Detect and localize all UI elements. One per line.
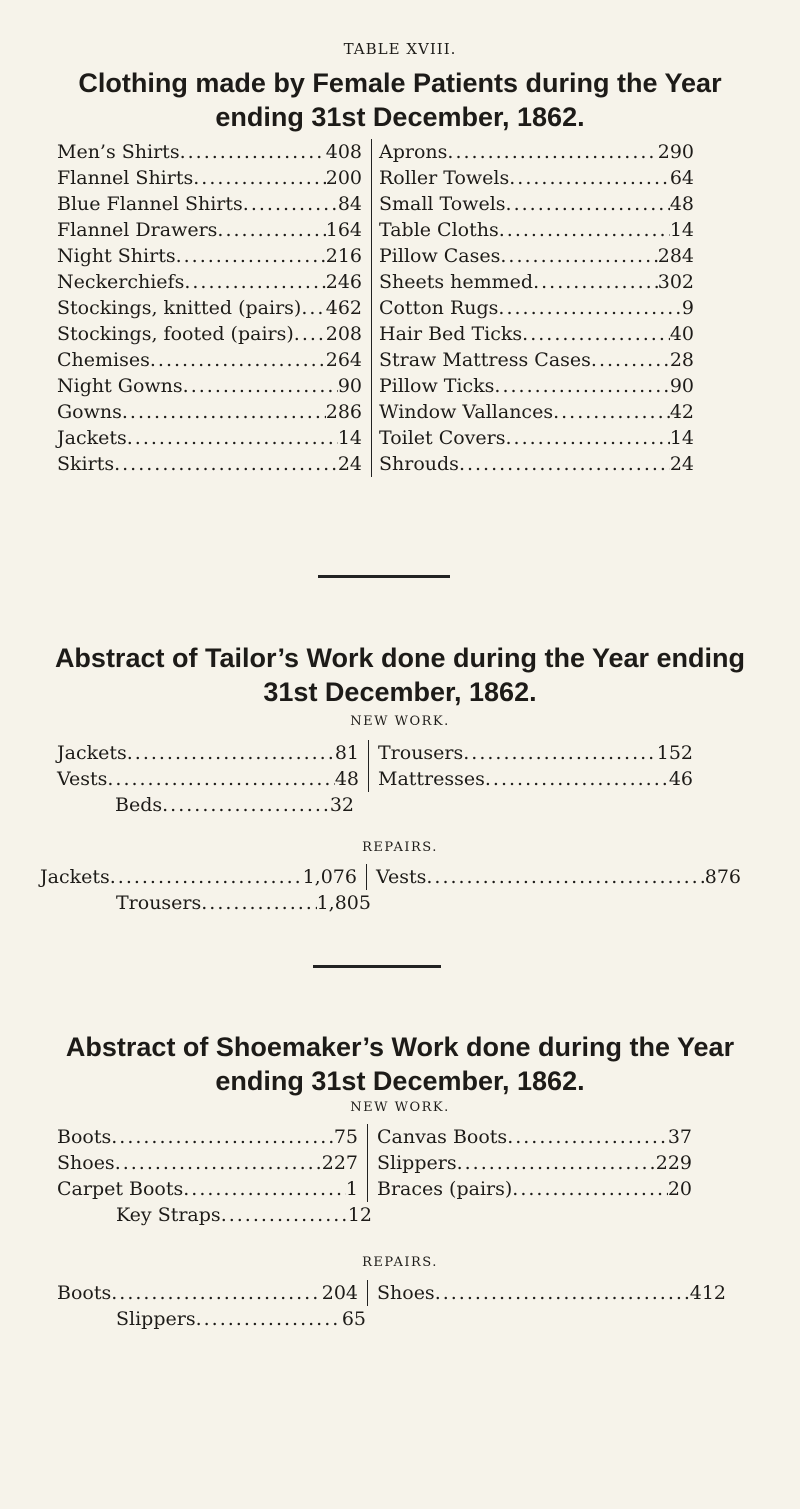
- tailor-repairs-heading: REPAIRS.: [362, 840, 438, 855]
- tailor-title-line1: Abstract of Tailor’s Work done during the Year ending: [54, 643, 746, 673]
- shoemaker-repairs-right-column: [367, 1280, 726, 1306]
- tailor-repairs-left-column: [40, 864, 366, 890]
- tailor-repairs-right-column: [366, 864, 741, 890]
- list-item: Mattresses ..... 46: [378, 766, 693, 792]
- list-item: Sheets hemmed ..... 302: [379, 269, 694, 295]
- shoemaker-title: [30, 1030, 770, 1098]
- section-divider: [313, 965, 441, 968]
- shoemaker-new-left-column: [57, 1124, 367, 1202]
- list-item: Canvas Boots ..... 37: [377, 1124, 692, 1150]
- list-item: Jackets ..... 14: [57, 425, 362, 451]
- list-item: Boots ..... 204: [57, 1280, 358, 1306]
- tailor-repairs-list: [40, 864, 741, 890]
- list-item: Shoes ..... 227: [57, 1150, 358, 1176]
- list-item: Toilet Covers ..... 14: [379, 425, 694, 451]
- list-item: Flannel Drawers ..... 164: [57, 217, 362, 243]
- list-item: Carpet Boots ..... 1: [57, 1176, 358, 1202]
- shoemaker-title-line2: ending 31st December, 1862.: [215, 1066, 585, 1096]
- clothing-right-column: [371, 139, 694, 477]
- list-item: Beds ..... 32: [115, 792, 354, 818]
- table-number: TABLE XVIII.: [343, 40, 457, 58]
- clothing-title-line1: Clothing made by Female Patients during the Year: [78, 68, 722, 98]
- list-item: Boots ..... 75: [57, 1124, 358, 1150]
- tailor-new-work-list: [57, 740, 693, 792]
- shoemaker-title-line1: Abstract of Shoemaker’s Work done during the Year: [65, 1032, 735, 1062]
- list-item: Trousers ..... 1,805: [116, 890, 371, 916]
- list-item: Slippers ..... 65: [116, 1306, 366, 1332]
- tailor-new-work-heading: NEW WORK.: [350, 714, 450, 729]
- list-item: Window Vallances ..... 42: [379, 399, 694, 425]
- list-item: Night Shirts ..... 216: [57, 243, 362, 269]
- list-item: Braces (pairs) ..... 20: [377, 1176, 692, 1202]
- list-item: Blue Flannel Shirts ..... 84: [57, 191, 362, 217]
- list-item: Stockings, footed (pairs) ..... 208: [57, 321, 362, 347]
- list-item: Cotton Rugs ..... 9: [379, 295, 694, 321]
- list-item: Chemises ..... 264: [57, 347, 362, 373]
- clothing-left-column: [57, 139, 371, 477]
- shoemaker-new-right-column: [367, 1124, 692, 1202]
- list-item: Slippers ..... 229: [377, 1150, 692, 1176]
- shoemaker-repairs-slippers: [116, 1306, 366, 1332]
- shoemaker-new-work-list: [57, 1124, 692, 1202]
- section-divider: [318, 575, 450, 578]
- list-item: Flannel Shirts ..... 200: [57, 165, 362, 191]
- list-item: Straw Mattress Cases ..... 28: [379, 347, 694, 373]
- shoemaker-repairs-list: [57, 1280, 726, 1306]
- list-item: Night Gowns ..... 90: [57, 373, 362, 399]
- list-item: Skirts ..... 24: [57, 451, 362, 477]
- list-item: Small Towels ..... 48: [379, 191, 694, 217]
- list-item: Neckerchiefs ..... 246: [57, 269, 362, 295]
- tailor-title-line2: 31st December, 1862.: [263, 677, 537, 707]
- tailor-repairs-trousers: [116, 890, 371, 916]
- clothing-list: [57, 139, 694, 477]
- tailor-new-right-column: [368, 740, 693, 792]
- shoemaker-repairs-heading: REPAIRS.: [362, 1255, 438, 1270]
- list-item: Jackets ..... 81: [57, 740, 359, 766]
- tailor-new-beds: [115, 792, 354, 818]
- tailor-title: [30, 641, 770, 709]
- list-item: Gowns ..... 286: [57, 399, 362, 425]
- list-item: Trousers ..... 152: [378, 740, 693, 766]
- list-item: Pillow Cases ..... 284: [379, 243, 694, 269]
- clothing-title: [30, 66, 770, 134]
- shoemaker-new-key-straps: [116, 1202, 372, 1228]
- list-item: Shrouds ..... 24: [379, 451, 694, 477]
- list-item: Vests ..... 876: [376, 864, 741, 890]
- list-item: Pillow Ticks ..... 90: [379, 373, 694, 399]
- tailor-new-left-column: [57, 740, 368, 792]
- shoemaker-repairs-left-column: [57, 1280, 367, 1306]
- list-item: Roller Towels ..... 64: [379, 165, 694, 191]
- list-item: Vests ..... 48: [57, 766, 359, 792]
- list-item: Stockings, knitted (pairs) ..... 462: [57, 295, 362, 321]
- list-item: Shoes ..... 412: [377, 1280, 726, 1306]
- clothing-title-line2: ending 31st December, 1862.: [215, 102, 585, 132]
- list-item: Hair Bed Ticks ..... 40: [379, 321, 694, 347]
- shoemaker-new-work-heading: NEW WORK.: [350, 1100, 450, 1115]
- list-item: Men’s Shirts ..... 408: [57, 139, 362, 165]
- list-item: Jackets ..... 1,076: [40, 864, 357, 890]
- list-item: Aprons ..... 290: [379, 139, 694, 165]
- list-item: Key Straps ..... 12: [116, 1202, 372, 1228]
- list-item: Table Cloths ..... 14: [379, 217, 694, 243]
